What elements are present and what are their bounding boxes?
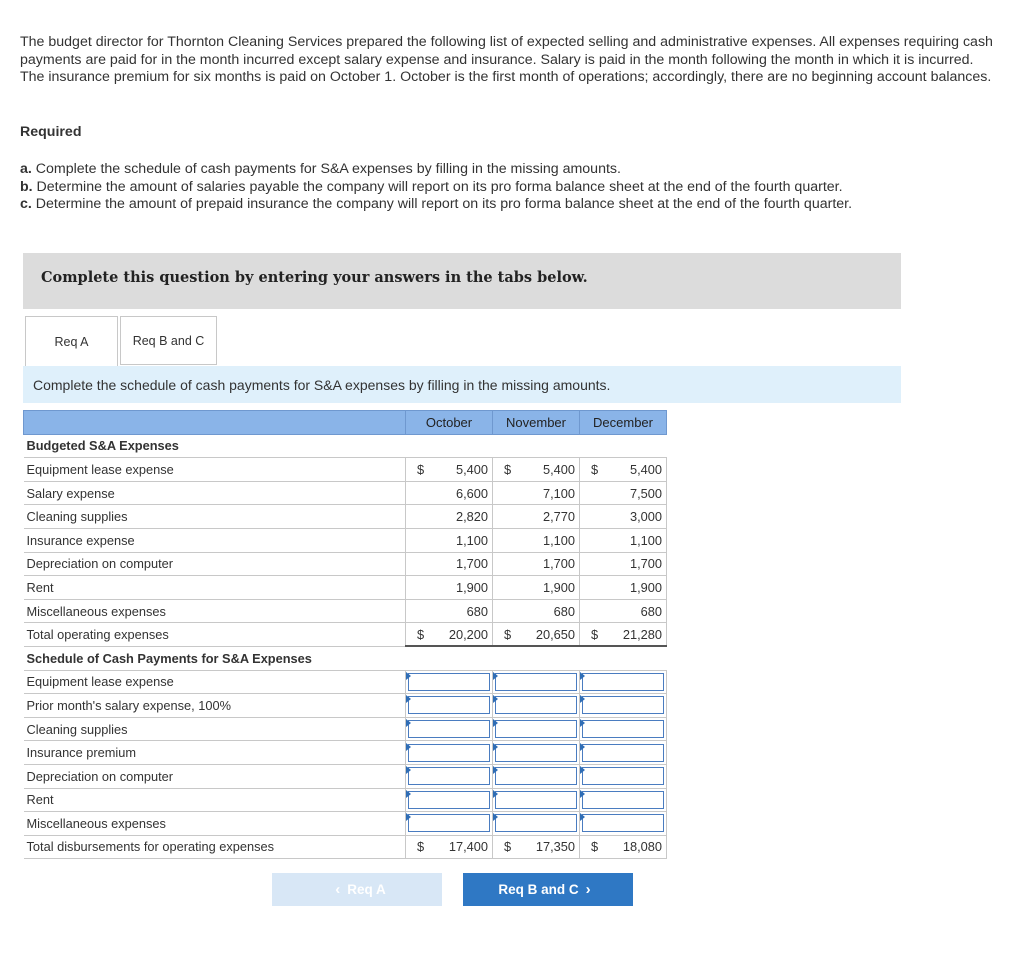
answer-cell — [580, 670, 667, 694]
answer-input[interactable] — [582, 673, 664, 691]
dollar-sign: $ — [591, 626, 599, 642]
table-row — [24, 623, 667, 647]
blank-cell — [580, 646, 667, 670]
total-cell — [580, 835, 667, 859]
task-b: b. Determine the amount of salaries payable the company will report on its pro forma balance sheet at the end of the fourth quarter. — [20, 178, 843, 195]
tab-bar — [23, 316, 901, 367]
cell-value: 3,000 — [629, 509, 662, 525]
amount-cell — [493, 623, 580, 647]
task-a: a. Complete the schedule of cash payments for S&A expenses by filling in the missing amounts. — [20, 161, 621, 177]
table-row — [24, 670, 667, 694]
cell-value: 1,100 — [455, 532, 488, 548]
row-label: Miscellaneous expenses — [24, 599, 406, 623]
answer-input[interactable] — [495, 767, 577, 785]
table-row — [24, 599, 667, 623]
table-row — [24, 717, 667, 741]
amount-cell — [493, 458, 580, 482]
cell-value: 1,900 — [629, 579, 662, 595]
table-row — [24, 764, 667, 788]
tab-req-a[interactable]: Req A — [25, 316, 118, 367]
answer-input[interactable] — [495, 791, 577, 809]
answer-input[interactable] — [408, 814, 490, 832]
section-heading-budgeted: Budgeted S&A Expenses — [24, 434, 406, 458]
row-label: Rent — [24, 576, 406, 600]
amount-cell — [406, 458, 493, 482]
cell-value: 20,650 — [535, 626, 575, 642]
table-row — [24, 741, 667, 765]
cell-value: 1,900 — [455, 579, 488, 595]
cell-value: 1,700 — [542, 556, 575, 572]
cell-value: 6,600 — [455, 485, 488, 501]
table-row — [24, 576, 667, 600]
task-list — [20, 161, 1010, 214]
amount-cell — [580, 599, 667, 623]
amount-cell — [580, 623, 667, 647]
cell-value: 5,400 — [455, 461, 488, 477]
total-cell — [493, 835, 580, 859]
amount-cell — [580, 458, 667, 482]
cell-value: 2,820 — [455, 509, 488, 525]
answer-cell — [580, 812, 667, 836]
answer-cell — [406, 812, 493, 836]
amount-cell — [493, 552, 580, 576]
amount-cell — [493, 505, 580, 529]
answer-cell — [493, 741, 580, 765]
answer-input[interactable] — [582, 720, 664, 738]
header-blank — [24, 411, 406, 435]
row-label: Rent — [24, 788, 406, 812]
answer-input[interactable] — [495, 744, 577, 762]
answer-input[interactable] — [408, 767, 490, 785]
row-label: Miscellaneous expenses — [24, 812, 406, 836]
answer-input[interactable] — [408, 696, 490, 714]
amount-cell — [406, 576, 493, 600]
cell-value: 17,350 — [535, 839, 575, 855]
answer-input[interactable] — [582, 814, 664, 832]
answer-cell — [406, 788, 493, 812]
answer-input[interactable] — [408, 744, 490, 762]
row-label: Depreciation on computer — [24, 552, 406, 576]
dollar-sign: $ — [504, 461, 512, 477]
next-button[interactable]: Req B and C › — [463, 873, 633, 906]
answer-input[interactable] — [582, 744, 664, 762]
total-row — [24, 835, 667, 859]
amount-cell — [580, 576, 667, 600]
cell-value: 5,400 — [542, 461, 575, 477]
amount-cell — [406, 528, 493, 552]
cell-value: 7,500 — [629, 485, 662, 501]
cell-value: 680 — [640, 603, 662, 619]
cell-value: 7,100 — [542, 485, 575, 501]
blank-cell — [580, 434, 667, 458]
instructions-banner: Complete this question by entering your answers in the tabs below. — [23, 253, 901, 309]
table-row — [24, 812, 667, 836]
answer-cell — [493, 764, 580, 788]
amount-cell — [406, 623, 493, 647]
answer-input[interactable] — [408, 791, 490, 809]
blank-cell — [406, 646, 493, 670]
cell-value: 1,900 — [542, 579, 575, 595]
cell-value: 1,100 — [542, 532, 575, 548]
cell-value: 20,200 — [448, 626, 488, 642]
row-label: Cleaning supplies — [24, 717, 406, 741]
total-cell — [406, 835, 493, 859]
chevron-left-icon: ‹ — [335, 881, 341, 898]
table-row — [24, 552, 667, 576]
dollar-sign: $ — [591, 461, 599, 477]
row-label: Cleaning supplies — [24, 505, 406, 529]
answer-cell — [580, 694, 667, 718]
row-label: Equipment lease expense — [24, 458, 406, 482]
header-october: October — [406, 411, 493, 435]
dollar-sign: $ — [417, 461, 425, 477]
chevron-right-icon: › — [585, 881, 591, 898]
cash-payments-section — [24, 646, 667, 858]
cell-value: 1,700 — [455, 556, 488, 572]
answer-input[interactable] — [582, 767, 664, 785]
row-label: Salary expense — [24, 481, 406, 505]
cell-value: 17,400 — [448, 839, 488, 855]
required-heading: Required — [20, 124, 82, 140]
row-label: Insurance premium — [24, 741, 406, 765]
schedule-table — [23, 410, 667, 859]
answer-cell — [493, 670, 580, 694]
cell-value: 18,080 — [622, 839, 662, 855]
blank-cell — [493, 646, 580, 670]
problem-intro: The budget director for Thornton Cleaning Services prepared the following list of expected selling and administrative expenses. All expenses requiring cash payments are paid for in the month incurred except salary expense and insurance. Salary is paid in the month following the month in which it is incurred. The insurance premium for six months is paid on October 1. October is the first month of operations; accordingly, there are no beginning account balances. — [20, 34, 993, 85]
answer-input[interactable] — [408, 720, 490, 738]
cell-value: 680 — [553, 603, 575, 619]
amount-cell — [493, 528, 580, 552]
answer-cell — [493, 812, 580, 836]
row-label: Prior month's salary expense, 100% — [24, 694, 406, 718]
section-heading-cash-payments: Schedule of Cash Payments for S&A Expenses — [24, 646, 406, 670]
section-row — [24, 434, 667, 458]
budgeted-section — [24, 434, 667, 646]
answer-cell — [580, 764, 667, 788]
answer-input[interactable] — [495, 720, 577, 738]
answer-input[interactable] — [582, 791, 664, 809]
answer-input[interactable] — [495, 673, 577, 691]
answer-cell — [580, 788, 667, 812]
table-row — [24, 694, 667, 718]
cell-value: 21,280 — [622, 626, 662, 642]
cell-value: 1,100 — [629, 532, 662, 548]
table-row — [24, 528, 667, 552]
answer-input[interactable] — [582, 696, 664, 714]
cell-value: 2,770 — [542, 509, 575, 525]
tab-instruction: Complete the schedule of cash payments for S&A expenses by filling in the missing amounts. — [23, 366, 901, 403]
blank-cell — [493, 434, 580, 458]
section-row — [24, 646, 667, 670]
answer-cell — [493, 717, 580, 741]
cell-value: 1,700 — [629, 556, 662, 572]
dollar-sign: $ — [417, 626, 425, 642]
answer-cell — [406, 764, 493, 788]
amount-cell — [580, 528, 667, 552]
row-label: Depreciation on computer — [24, 764, 406, 788]
cell-value: 5,400 — [629, 461, 662, 477]
answer-cell — [406, 717, 493, 741]
dollar-sign: $ — [504, 626, 512, 642]
answer-cell — [406, 670, 493, 694]
answer-cell — [580, 741, 667, 765]
amount-cell — [580, 505, 667, 529]
row-label: Insurance expense — [24, 528, 406, 552]
total-label: Total disbursements for operating expenses — [24, 835, 406, 859]
table-header-row — [24, 411, 667, 435]
amount-cell — [493, 576, 580, 600]
task-c: c. Determine the amount of prepaid insurance the company will report on its pro forma balance sheet at the end of the fourth quarter. — [20, 196, 853, 212]
answer-cell — [406, 694, 493, 718]
answer-cell — [406, 741, 493, 765]
dollar-sign: $ — [417, 839, 425, 855]
table-row — [24, 505, 667, 529]
answer-input[interactable] — [495, 814, 577, 832]
amount-cell — [493, 481, 580, 505]
dollar-sign: $ — [591, 839, 599, 855]
amount-cell — [406, 505, 493, 529]
header-december: December — [580, 411, 667, 435]
header-november: November — [493, 411, 580, 435]
answer-input[interactable] — [408, 673, 490, 691]
amount-cell — [406, 599, 493, 623]
answer-cell — [493, 694, 580, 718]
table-row — [24, 788, 667, 812]
table-row — [24, 481, 667, 505]
amount-cell — [406, 552, 493, 576]
row-label: Equipment lease expense — [24, 670, 406, 694]
amount-cell — [580, 552, 667, 576]
amount-cell — [493, 599, 580, 623]
prev-button[interactable]: ‹ Req A — [272, 873, 442, 906]
answer-cell — [493, 788, 580, 812]
amount-cell — [406, 481, 493, 505]
blank-cell — [406, 434, 493, 458]
tab-req-b-and-c[interactable]: Req B and C — [120, 316, 217, 365]
answer-cell — [580, 717, 667, 741]
table-row — [24, 458, 667, 482]
row-label: Total operating expenses — [24, 623, 406, 647]
amount-cell — [580, 481, 667, 505]
cell-value: 680 — [466, 603, 488, 619]
dollar-sign: $ — [504, 839, 512, 855]
answer-input[interactable] — [495, 696, 577, 714]
